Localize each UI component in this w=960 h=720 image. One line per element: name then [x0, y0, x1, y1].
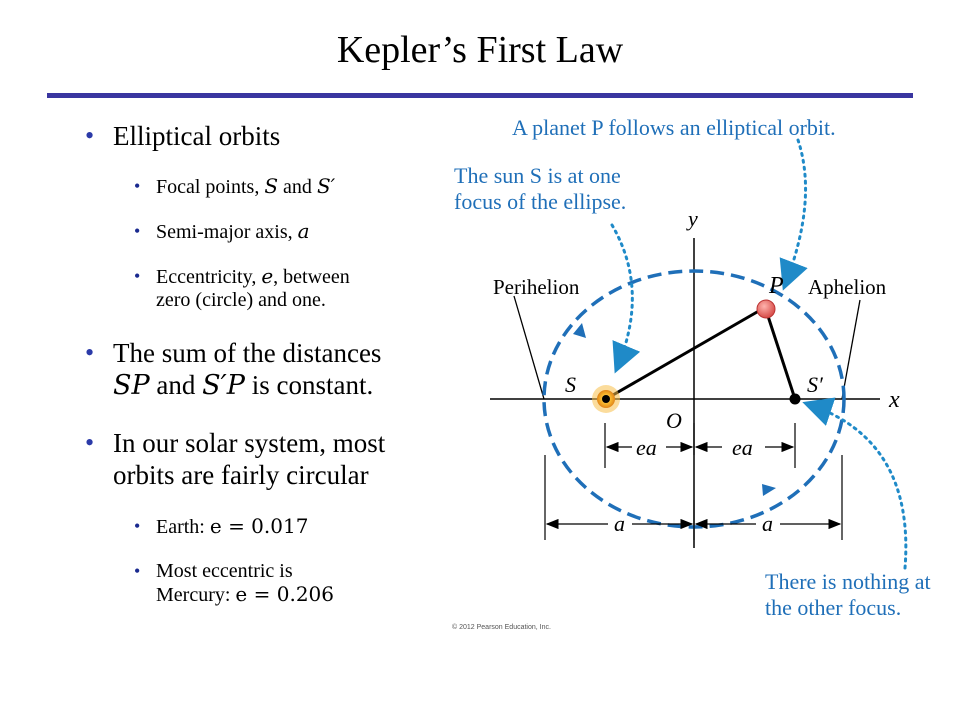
- caption-line: The sun S is at one: [454, 163, 621, 188]
- ea-right-label: ea: [732, 435, 753, 460]
- empty-focus-dot: [790, 394, 801, 405]
- x-axis-label: x: [889, 387, 900, 413]
- math-symbol: S′: [316, 174, 336, 198]
- bullet-dot: •: [134, 561, 141, 581]
- sub-bullet-text: and: [278, 176, 317, 198]
- a-left-label: a: [614, 511, 625, 536]
- bullet-text: Elliptical orbits: [113, 121, 281, 151]
- sun-focus-label: S: [565, 372, 576, 397]
- bullet-text: In our solar system, most: [113, 428, 386, 458]
- caption-sun: [454, 163, 626, 215]
- sub-bullet-text: Focal points,: [156, 176, 265, 198]
- caption-line: the other focus.: [765, 595, 902, 620]
- line-SpP: [766, 310, 795, 399]
- ea-left-label: ea: [636, 435, 657, 460]
- bullet-dot: •: [85, 121, 95, 150]
- sub-bullet-text: Eccentricity,: [156, 266, 262, 288]
- aphelion-leader: [842, 300, 860, 399]
- sun-icon: [592, 385, 620, 413]
- sub-bullet-text: Semi-major axis,: [156, 221, 298, 243]
- orbit-direction-arrow: [573, 323, 586, 338]
- empty-focus-callout-arrow: [808, 404, 906, 568]
- bullet-text: is constant.: [244, 370, 374, 400]
- caption-line: There is nothing at: [765, 569, 931, 594]
- sub-bullet-text: , between: [273, 266, 350, 288]
- orbit-direction-arrow: [762, 484, 776, 496]
- bullet-dot: •: [85, 428, 95, 457]
- sun-callout-arrow: [612, 225, 632, 368]
- aphelion-label: Aphelion: [808, 275, 887, 299]
- bullet-dot: •: [85, 338, 95, 367]
- planet-icon: [757, 300, 775, 318]
- sub-bullet-text: Most eccentric is: [156, 560, 293, 582]
- empty-focus-label: S′: [807, 372, 823, 397]
- math-symbol: a: [297, 219, 310, 243]
- math-symbol: SP: [113, 370, 150, 401]
- a-right-label: a: [762, 511, 773, 536]
- sub-bullet-text: zero (circle) and one.: [156, 289, 326, 311]
- bullet-dot: •: [134, 266, 141, 286]
- page-title: Kepler’s First Law: [336, 29, 624, 71]
- caption-planet: A planet P follows an elliptical orbit.: [512, 115, 836, 140]
- sub-bullet-text: Earth:: [156, 516, 210, 538]
- y-axis-label: y: [688, 206, 698, 231]
- sub-bullet-text: Mercury:: [156, 584, 236, 606]
- planet-label: P: [769, 273, 784, 299]
- perihelion-label: Perihelion: [493, 275, 580, 299]
- math-expression: e = 0.017: [209, 514, 309, 538]
- bullet-dot: •: [134, 516, 141, 536]
- bullet-text: orbits are fairly circular: [113, 460, 369, 490]
- planet-callout-arrow: [785, 140, 806, 285]
- math-symbol: S′P: [202, 370, 245, 401]
- math-symbol: e: [261, 264, 274, 288]
- math-expression: e = 0.206: [235, 582, 334, 606]
- bullet-dot: •: [134, 221, 141, 241]
- caption-nothing: [765, 569, 931, 621]
- bullet-dot: •: [134, 176, 141, 196]
- perihelion-leader: [514, 296, 544, 399]
- copyright-notice: © 2012 Pearson Education, Inc.: [452, 624, 551, 631]
- caption-line: focus of the ellipse.: [454, 189, 627, 214]
- bullet-text: The sum of the distances: [113, 338, 382, 368]
- origin-label: O: [666, 408, 682, 433]
- math-symbol: S: [264, 174, 279, 198]
- bullet-text: and: [149, 370, 203, 400]
